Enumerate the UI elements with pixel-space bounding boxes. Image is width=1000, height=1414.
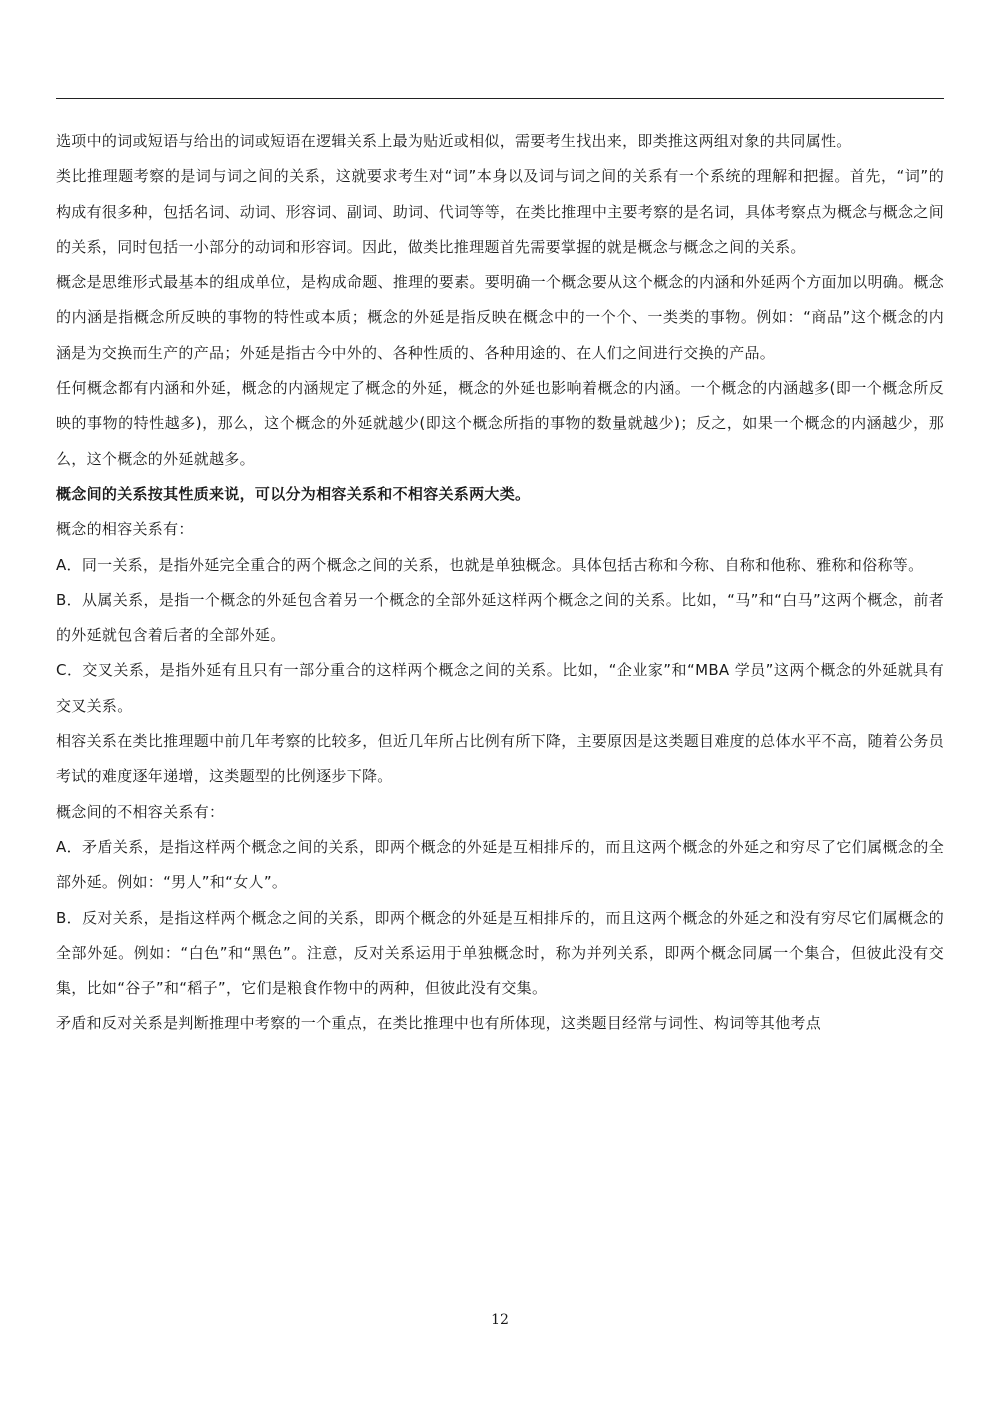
- section-heading: 概念间的关系按其性质来说，可以分为相容关系和不相容关系两大类。: [56, 484, 531, 503]
- page-number: 12: [491, 1312, 509, 1328]
- list-item: B．反对关系，是指这样两个概念之间的关系，即两个概念的外延是互相排斥的，而且这两个概念的外延之和没有穷尽它们属概念的全部外延。例如：“白色”和“黑色”。注意，反对关系运用于单独概念时，称为并列关系，即两个概念同属一个集合，但彼此没有交集，比如“谷子”和“稻子”，它们是粮食作物中的两种，但彼此没有交集。: [56, 908, 944, 998]
- paragraph: 矛盾和反对关系是判断推理中考察的一个重点，在类比推理中也有所体现，这类题目经常与词性、构词等其他考点: [56, 1014, 822, 1033]
- paragraph: 概念间的不相容关系有：: [56, 802, 225, 821]
- paragraph: 相容关系在类比推理题中前几年考察的比较多，但近几年所占比例有所下降，主要原因是这类题目难度的总体水平不高，随着公务员考试的难度逐年递增，这类题型的比例逐步下降。: [56, 732, 944, 786]
- document-body: [56, 124, 944, 1042]
- list-item: A．矛盾关系，是指这样两个概念之间的关系，即两个概念的外延是互相排斥的，而且这两个概念的外延之和穷尽了它们属概念的全部外延。例如：“男人”和“女人”。: [56, 837, 944, 892]
- paragraph: 概念是思维形式最基本的组成单位，是构成命题、推理的要素。要明确一个概念要从这个概念的内涵和外延两个方面加以明确。概念的内涵是指概念所反映的事物的特性或本质；概念的外延是指反映在概念中的一个个、一类类的事物。例如：“商品”这个概念的内涵是为交换而生产的产品；外延是指古今中外的、各种性质的、各种用途的、在人们之间进行交换的产品。: [56, 273, 944, 362]
- paragraph: 选项中的词或短语与给出的词或短语在逻辑关系上最为贴近或相似，需要考生找出来，即类推这两组对象的共同属性。: [56, 132, 852, 150]
- paragraph: 类比推理题考察的是词与词之间的关系，这就要求考生对“词”本身以及词与词之间的关系有一个系统的理解和把握。首先，“词”的构成有很多种，包括名词、动词、形容词、副词、助词、代词等等，在类比推理中主要考察的是名词，具体考察点为概念与概念之间的关系，同时包括一小部分的动词和形容词。因此，做类比推理题首先需要掌握的就是概念与概念之间的关系。: [56, 167, 944, 256]
- header-rule: [56, 98, 944, 99]
- list-item: A．同一关系，是指外延完全重合的两个概念之间的关系，也就是单独概念。具体包括古称和今称、自称和他称、雅称和俗称等。: [56, 555, 924, 574]
- paragraph: 任何概念都有内涵和外延，概念的内涵规定了概念的外延，概念的外延也影响着概念的内涵。一个概念的内涵越多(即一个概念所反映的事物的特性越多)，那么，这个概念的外延就越少(即这个概念所指的事物的数量就越少)；反之，如果一个概念的内涵越少，那么，这个概念的外延就越多。: [56, 379, 944, 468]
- list-item: B．从属关系，是指一个概念的外延包含着另一个概念的全部外延这样两个概念之间的关系。比如，“马”和“白马”这两个概念，前者的外延就包含着后者的全部外延。: [56, 590, 944, 645]
- list-item: C．交叉关系，是指外延有且只有一部分重合的这样两个概念之间的关系。比如，“企业家”和“MBA 学员”这两个概念的外延就具有交叉关系。: [56, 661, 944, 715]
- paragraph: 概念的相容关系有：: [56, 520, 194, 539]
